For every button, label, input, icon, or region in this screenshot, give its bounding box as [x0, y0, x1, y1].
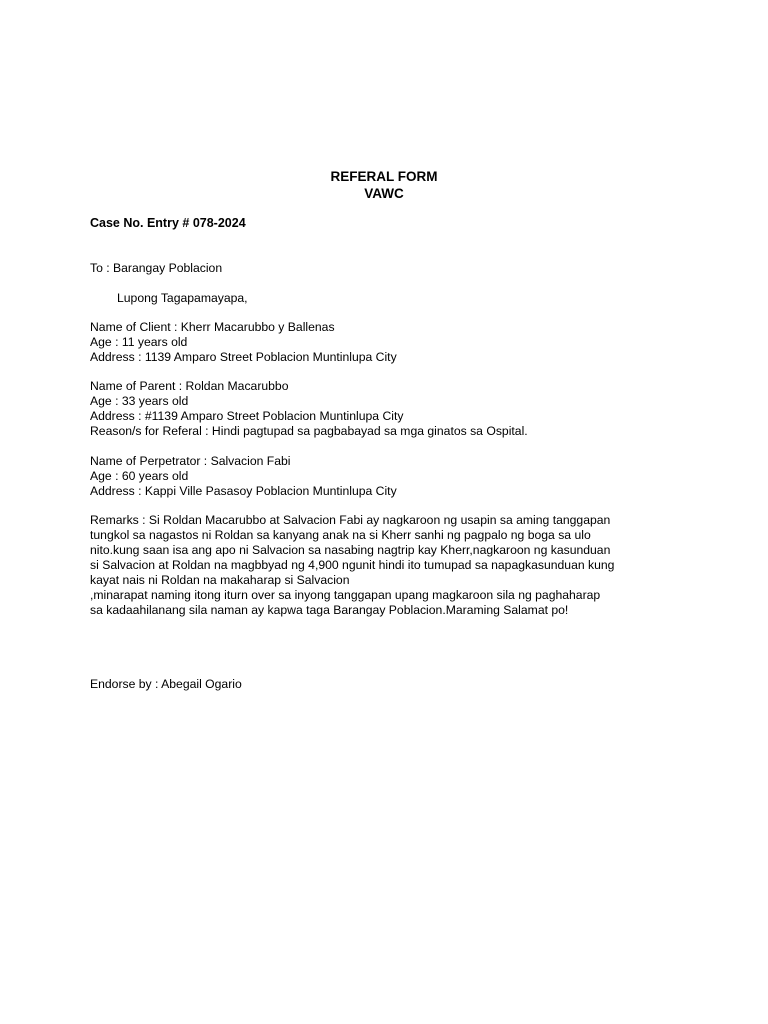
remarks-line: nito.kung saan isa ang apo ni Salvacion sa nasabing nagtrip kay Kherr,nagkaroon ng kasunduan: [90, 543, 611, 557]
perpetrator-block: [90, 454, 690, 499]
client-block: [90, 320, 690, 365]
parent-block: [90, 379, 690, 439]
spacer: [90, 276, 690, 291]
parent-name: Name of Parent : Roldan Macarubbo: [90, 379, 289, 393]
to-line: To : Barangay Poblacion: [90, 261, 223, 275]
form-subtitle: VAWC: [364, 186, 404, 201]
to-recipient: Lupong Tagapamayapa,: [117, 291, 248, 305]
client-age: Age : 11 years old: [90, 335, 188, 349]
parent-address: Address : #1139 Amparo Street Poblacion Muntinlupa City: [90, 409, 404, 423]
perpetrator-name: Name of Perpetrator : Salvacion Fabi: [90, 454, 291, 468]
client-address: Address : 1139 Amparo Street Poblacion Muntinlupa City: [90, 350, 397, 364]
remarks-line: si Salvacion at Roldan na magbbyad ng 4,900 ngunit hindi ito tumupad sa napagkasunduan kung: [90, 558, 615, 572]
endorsed-by: Endorse by : Abegail Ogario: [90, 677, 242, 691]
endorse-block: [90, 677, 690, 692]
remarks-line: kayat nais ni Roldan na makaharap si Salvacion: [90, 573, 350, 587]
perpetrator-address: Address : Kappi Ville Pasasoy Poblacion Muntinlupa City: [90, 484, 397, 498]
client-name: Name of Client : Kherr Macarubbo y Ballenas: [90, 320, 335, 334]
form-title: REFERAL FORM: [330, 169, 438, 184]
referral-reason: Reason/s for Referal : Hindi pagtupad sa pagbabayad sa mga ginatos sa Ospital.: [90, 424, 528, 438]
remarks-line: ,minarapat naming itong iturn over sa inyong tanggapan upang magkaroon sila ng paghaharap: [90, 588, 601, 602]
remarks-line: sa kadaahilanang sila naman ay kapwa taga Barangay Poblacion.Maraming Salamat po!: [90, 603, 569, 617]
remarks-line: tungkol sa nagastos ni Roldan sa kanyang anak na si Kherr sanhi ng pagpalo ng boga sa ulo: [90, 528, 591, 542]
addressee-block: [90, 261, 690, 306]
title-block: [0, 168, 768, 202]
perpetrator-age: Age : 60 years old: [90, 469, 189, 483]
remarks-line: Remarks : Si Roldan Macarubbo at Salvacion Fabi ay nagkaroon ng usapin sa aming tanggapan: [90, 513, 611, 527]
case-number: Case No. Entry # 078-2024: [90, 216, 246, 230]
remarks-block: [90, 513, 690, 618]
parent-age: Age : 33 years old: [90, 394, 189, 408]
